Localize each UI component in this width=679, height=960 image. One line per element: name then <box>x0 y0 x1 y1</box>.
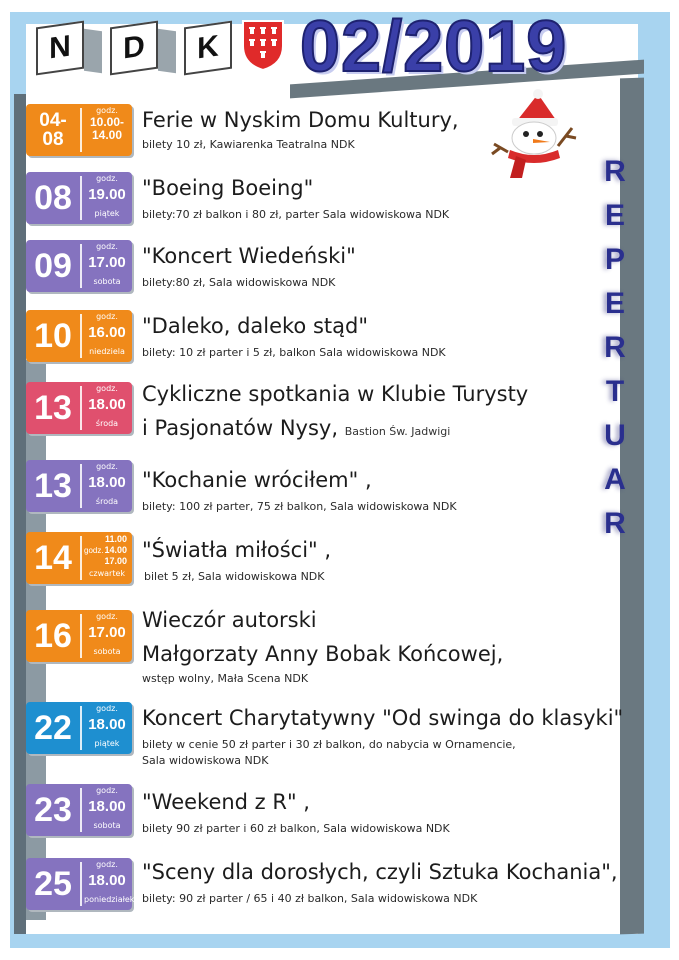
event-times <box>84 534 130 567</box>
event-time: 18.00 <box>88 716 126 733</box>
event-godz-label: godz. <box>96 174 118 183</box>
vertical-letter: U <box>604 419 626 452</box>
event-time: 17.00 <box>104 556 127 566</box>
date-badge <box>26 172 132 224</box>
event-day-start: 04- <box>39 110 67 131</box>
date-badge <box>26 310 132 362</box>
snowman-icon <box>486 86 582 182</box>
event-time: 14.00 <box>104 545 127 555</box>
event-title-line2: Małgorzaty Anny Bobak Końcowej, <box>142 642 504 666</box>
vertical-letter: T <box>605 375 625 408</box>
logo-letter-d: D <box>110 21 158 76</box>
event-info: bilet 5 zł, Sala widowiskowa NDK <box>144 570 325 583</box>
badge-divider <box>80 244 82 288</box>
event-day: 09 <box>34 246 72 285</box>
event-time: 18.00 <box>88 474 126 491</box>
badge-divider <box>80 176 82 220</box>
event-title-line2 <box>142 416 450 440</box>
event-day: 10 <box>34 316 72 355</box>
badge-divider <box>80 314 82 358</box>
badge-divider <box>80 108 82 152</box>
event-title: "Koncert Wiedeński" <box>142 244 356 268</box>
vertical-letter: E <box>604 287 625 320</box>
date-badge <box>26 702 132 754</box>
event-godz-label: godz. <box>96 612 118 621</box>
event-time-row <box>84 545 130 556</box>
event-title: "Weekend z R" , <box>142 790 310 814</box>
event-title: Koncert Charytatywny "Od swinga do klasyki" <box>142 706 624 730</box>
event-info: bilety: 10 zł parter i 5 zł, balkon Sala widowiskowa NDK <box>142 346 446 359</box>
badge-divider <box>80 464 82 508</box>
vertical-letter: P <box>604 243 625 276</box>
event-info: bilety:70 zł balkon i 80 zł, parter Sala widowiskowa NDK <box>142 208 450 221</box>
event-title: "Daleko, daleko stąd" <box>142 314 368 338</box>
badge-divider <box>80 536 82 580</box>
event-info: bilety: 100 zł parter, 75 zł balkon, Sala widowiskowa NDK <box>142 500 457 513</box>
vertical-letter: E <box>604 199 625 232</box>
badge-divider <box>80 862 82 906</box>
page-title-date: 02/2019 <box>300 7 568 87</box>
event-weekday: niedziela <box>89 347 125 356</box>
event-day: 16 <box>34 616 72 655</box>
event-day: 13 <box>34 388 72 427</box>
event-title-line2-text: i Pasjonatów Nysy, <box>142 416 339 440</box>
logo-fold <box>158 29 176 74</box>
event-time: 19.00 <box>88 186 126 203</box>
date-badge <box>26 858 135 910</box>
event-title: "Światła miłości" , <box>142 538 332 562</box>
date-badge <box>26 532 132 584</box>
event-info: wstęp wolny, Mała Scena NDK <box>142 672 309 685</box>
event-weekday: sobota <box>93 277 121 286</box>
event-godz-label: godz. <box>96 860 118 869</box>
event-day: 08 <box>34 178 72 217</box>
logo-fold <box>84 29 102 74</box>
event-godz-label: godz. <box>96 384 118 393</box>
event-time <box>84 116 130 142</box>
event-time: 18.00 <box>88 798 126 815</box>
date-badge <box>26 104 132 156</box>
event-day: 25 <box>34 864 72 903</box>
event-weekday: środa <box>95 497 119 506</box>
event-day: 23 <box>34 790 72 829</box>
vertical-word-repertuar <box>590 150 640 546</box>
logo-letter-n: N <box>36 21 84 76</box>
event-info: bilety:80 zł, Sala widowiskowa NDK <box>142 276 336 289</box>
event-godz-label: godz. <box>96 106 118 115</box>
vertical-letter: R <box>604 155 626 188</box>
event-time: 16.00 <box>88 324 126 341</box>
event-godz-label: godz. <box>84 546 104 555</box>
event-venue: Bastion Św. Jadwigi <box>344 425 451 438</box>
event-day: 13 <box>34 466 72 505</box>
date-badge <box>26 460 132 512</box>
event-weekday: czwartek <box>88 569 126 578</box>
event-day: 14 <box>34 538 72 577</box>
vertical-letter: A <box>604 463 626 496</box>
event-title: Wieczór autorski <box>142 608 317 632</box>
date-badge <box>26 240 132 292</box>
badge-divider <box>80 614 82 658</box>
event-info: bilety 90 zł parter i 60 zł balkon, Sala widowiskowa NDK <box>142 822 450 835</box>
event-time: 18.00 <box>88 872 126 889</box>
event-info-line2: Sala widowiskowa NDK <box>142 754 269 767</box>
vertical-letter: R <box>604 331 626 364</box>
date-badge <box>26 382 132 434</box>
event-info: bilety: 90 zł parter / 65 i 40 zł balkon, Sala widowiskowa NDK <box>142 892 478 905</box>
date-badge <box>26 610 132 662</box>
event-time: 18.00 <box>88 396 126 413</box>
event-time: 17.00 <box>88 254 126 271</box>
event-info: bilety w cenie 50 zł parter i 30 zł balkon, do nabycia w Ornamencie, <box>142 738 516 751</box>
event-godz-label: godz. <box>96 704 118 713</box>
event-time: 17.00 <box>88 624 126 641</box>
event-title: "Boeing Boeing" <box>142 176 314 200</box>
event-weekday: piątek <box>94 739 120 748</box>
event-weekday: piątek <box>94 209 120 218</box>
event-weekday: sobota <box>93 647 121 656</box>
event-godz-label: godz. <box>96 242 118 251</box>
coat-of-arms-icon <box>240 18 286 72</box>
event-day <box>26 104 80 156</box>
event-info: bilety 10 zł, Kawiarenka Teatralna NDK <box>142 138 355 151</box>
date-badge <box>26 784 132 836</box>
vertical-letter: R <box>604 507 626 540</box>
event-weekday: sobota <box>93 821 121 830</box>
event-weekday: środa <box>95 419 119 428</box>
event-title: Ferie w Nyskim Domu Kultury, <box>142 108 459 132</box>
badge-divider <box>80 706 82 750</box>
event-godz-label: godz. <box>96 312 118 321</box>
event-time-start: 10.00- <box>89 115 125 129</box>
event-time-end: 14.00 <box>91 128 123 142</box>
event-title: "Kochanie wróciłem" , <box>142 468 372 492</box>
event-time: 11.00 <box>104 534 127 544</box>
event-day: 22 <box>34 708 72 747</box>
event-godz-label: godz. <box>96 462 118 471</box>
event-weekday: poniedziałek <box>84 895 135 904</box>
event-title: "Sceny dla dorosłych, czyli Sztuka Kochania", <box>142 860 618 884</box>
event-godz-label: godz. <box>96 786 118 795</box>
logo-letter-k: K <box>184 21 232 76</box>
badge-divider <box>80 386 82 430</box>
badge-divider <box>80 788 82 832</box>
event-day-end: 08 <box>42 129 64 150</box>
event-title: Cykliczne spotkania w Klubie Turysty <box>142 382 529 406</box>
grey-bar-left <box>14 94 26 934</box>
